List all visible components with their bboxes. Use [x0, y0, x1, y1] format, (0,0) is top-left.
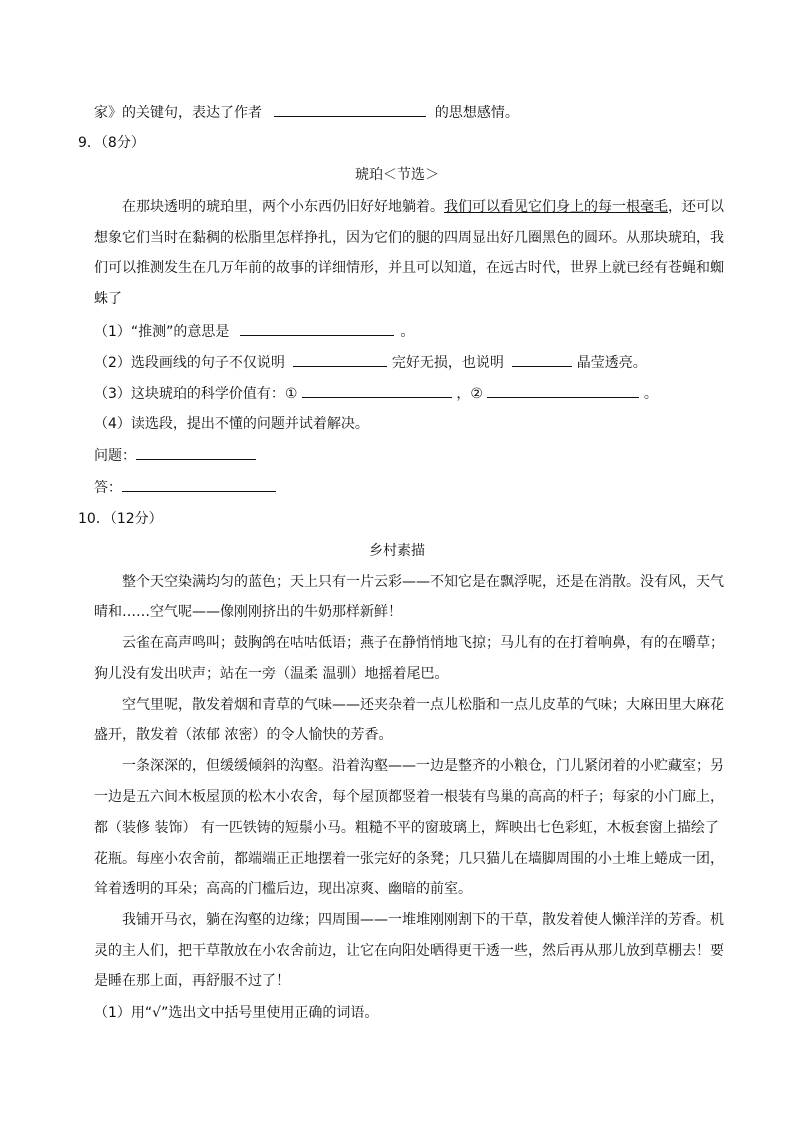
q10-sub1: （1）用“√”选出文中括号里使用正确的词语。 [94, 1005, 379, 1021]
q9-question-line: 问题： [94, 446, 724, 465]
q9-passage-line-1: 在那块透明的琥珀里，两个小东西仍旧好好地躺着。我们可以看见它们身上的每一根毫毛，还可以 [122, 199, 724, 215]
q9-sub1: （1）“推测”的意思是 。 [94, 324, 415, 340]
q9-sub3-blank-2[interactable] [487, 384, 639, 398]
q10-passage-line: 狗儿没有发出吠声；站在一旁（温柔 温驯）地摇着尾巴。 [94, 666, 449, 682]
q10-passage-line: 耸着透明的耳朵；高高的门槛后边，现出凉爽、幽暗的前室。 [94, 881, 472, 897]
q9-question-blank[interactable] [136, 446, 256, 460]
q10-passage-line: 空气里呢，散发着烟和青草的气味——还夹杂着一点儿松脂和一点儿皮革的气味；大麻田里大麻花 [122, 697, 724, 713]
q10-passage-line: 都（装修 装饰） 有一匹铁铸的短鬃小马。粗糙不平的窗玻璃上，辉映出七色彩虹，木板套窗上描绘了 [94, 820, 719, 836]
q9-sub2: （2）选段画线的句子不仅说明 完好无损，也说明 晶莹透亮。 [94, 355, 647, 371]
q10-passage-line: 花瓶。每座小农舍前，都端端正正地摆着一张完好的条凳；几只猫儿在墙脚周围的小土堆上蜷成一团， [94, 851, 724, 867]
q8-tail-after: 的思想感情。 [434, 105, 519, 121]
q9-underlined-sentence: 我们可以看见它们身上的每一根毫毛 [444, 199, 668, 215]
q9-sub1-blank[interactable] [240, 322, 394, 336]
q10-passage-line: 整个天空染满均匀的蓝色；天上只有一片云彩——不知它是在飘浮呢，还是在消散。没有风，天气 [122, 574, 724, 590]
q9-sub3-blank-1[interactable] [302, 384, 452, 398]
q9-title: 琥珀＜节选＞ [355, 167, 439, 183]
q10-passage-line: 晴和……空气呢——像刚刚挤出的牛奶那样新鲜！ [94, 604, 402, 620]
q8-tail-line [94, 103, 724, 122]
q9-number: 9．（8分） [78, 135, 145, 151]
q10-passage-line: 我铺开马衣，躺在沟壑的边缘；四周围——一堆堆刚刚割下的干草，散发着使人懒洋洋的芳香。机 [122, 912, 724, 928]
q10-title: 乡村素描 [369, 543, 425, 559]
q9-sub2-blank-1[interactable] [293, 353, 387, 367]
q9-passage-line-3: 们可以推测发生在几万年前的故事的详细情形，并且可以知道，在远古时代，世界上就已经有苍蝇和蜘 [94, 260, 724, 276]
q10-passage-line: 是睡在那上面，再舒服不过了！ [94, 973, 290, 989]
q8-tail-before: 家》的关键句，表达了作者 [94, 105, 262, 121]
q9-sub2-blank-2[interactable] [512, 353, 572, 367]
q8-answer-blank[interactable] [274, 103, 426, 117]
q9-passage-line-2: 想象它们当时在黏稠的松脂里怎样挣扎，因为它们的腿的四周显出好几圈黑色的圆环。从那块琥珀，我 [94, 230, 724, 246]
q9-passage-line-4: 蛛了 [94, 291, 122, 307]
q9-answer-line: 答： [94, 478, 724, 497]
q9-sub4: （4）读选段，提出不懂的问题并试着解决。 [94, 416, 369, 432]
q9-answer-blank[interactable] [122, 478, 276, 492]
q10-passage-line: 云雀在高声鸣叫；鼓胸鸽在咕咕低语；燕子在静悄悄地飞掠；马儿有的在打着响鼻，有的在嚼草； [122, 635, 724, 651]
q10-passage-line: 一条深深的，但缓缓倾斜的沟壑。沿着沟壑——一边是整齐的小粮仓，门儿紧闭着的小贮藏室；另 [122, 758, 724, 774]
q10-passage-line: 一边是五六间木板屋顶的松木小农舍，每个屋顶都竖着一根装有鸟巢的高高的杆子；每家的小门廊上， [94, 789, 724, 805]
q10-passage-line: 盛开，散发着（浓郁 浓密）的令人愉快的芳香。 [94, 727, 393, 743]
q10-passage-line: 灵的主人们，把干草散放在小农舍前边，让它在向阳处晒得更干透一些，然后再从那儿放到草棚去！要 [94, 943, 724, 959]
q10-number: 10．（12分） [78, 511, 163, 527]
q9-sub3: （3）这块琥珀的科学价值有：① ，② 。 [94, 386, 658, 402]
